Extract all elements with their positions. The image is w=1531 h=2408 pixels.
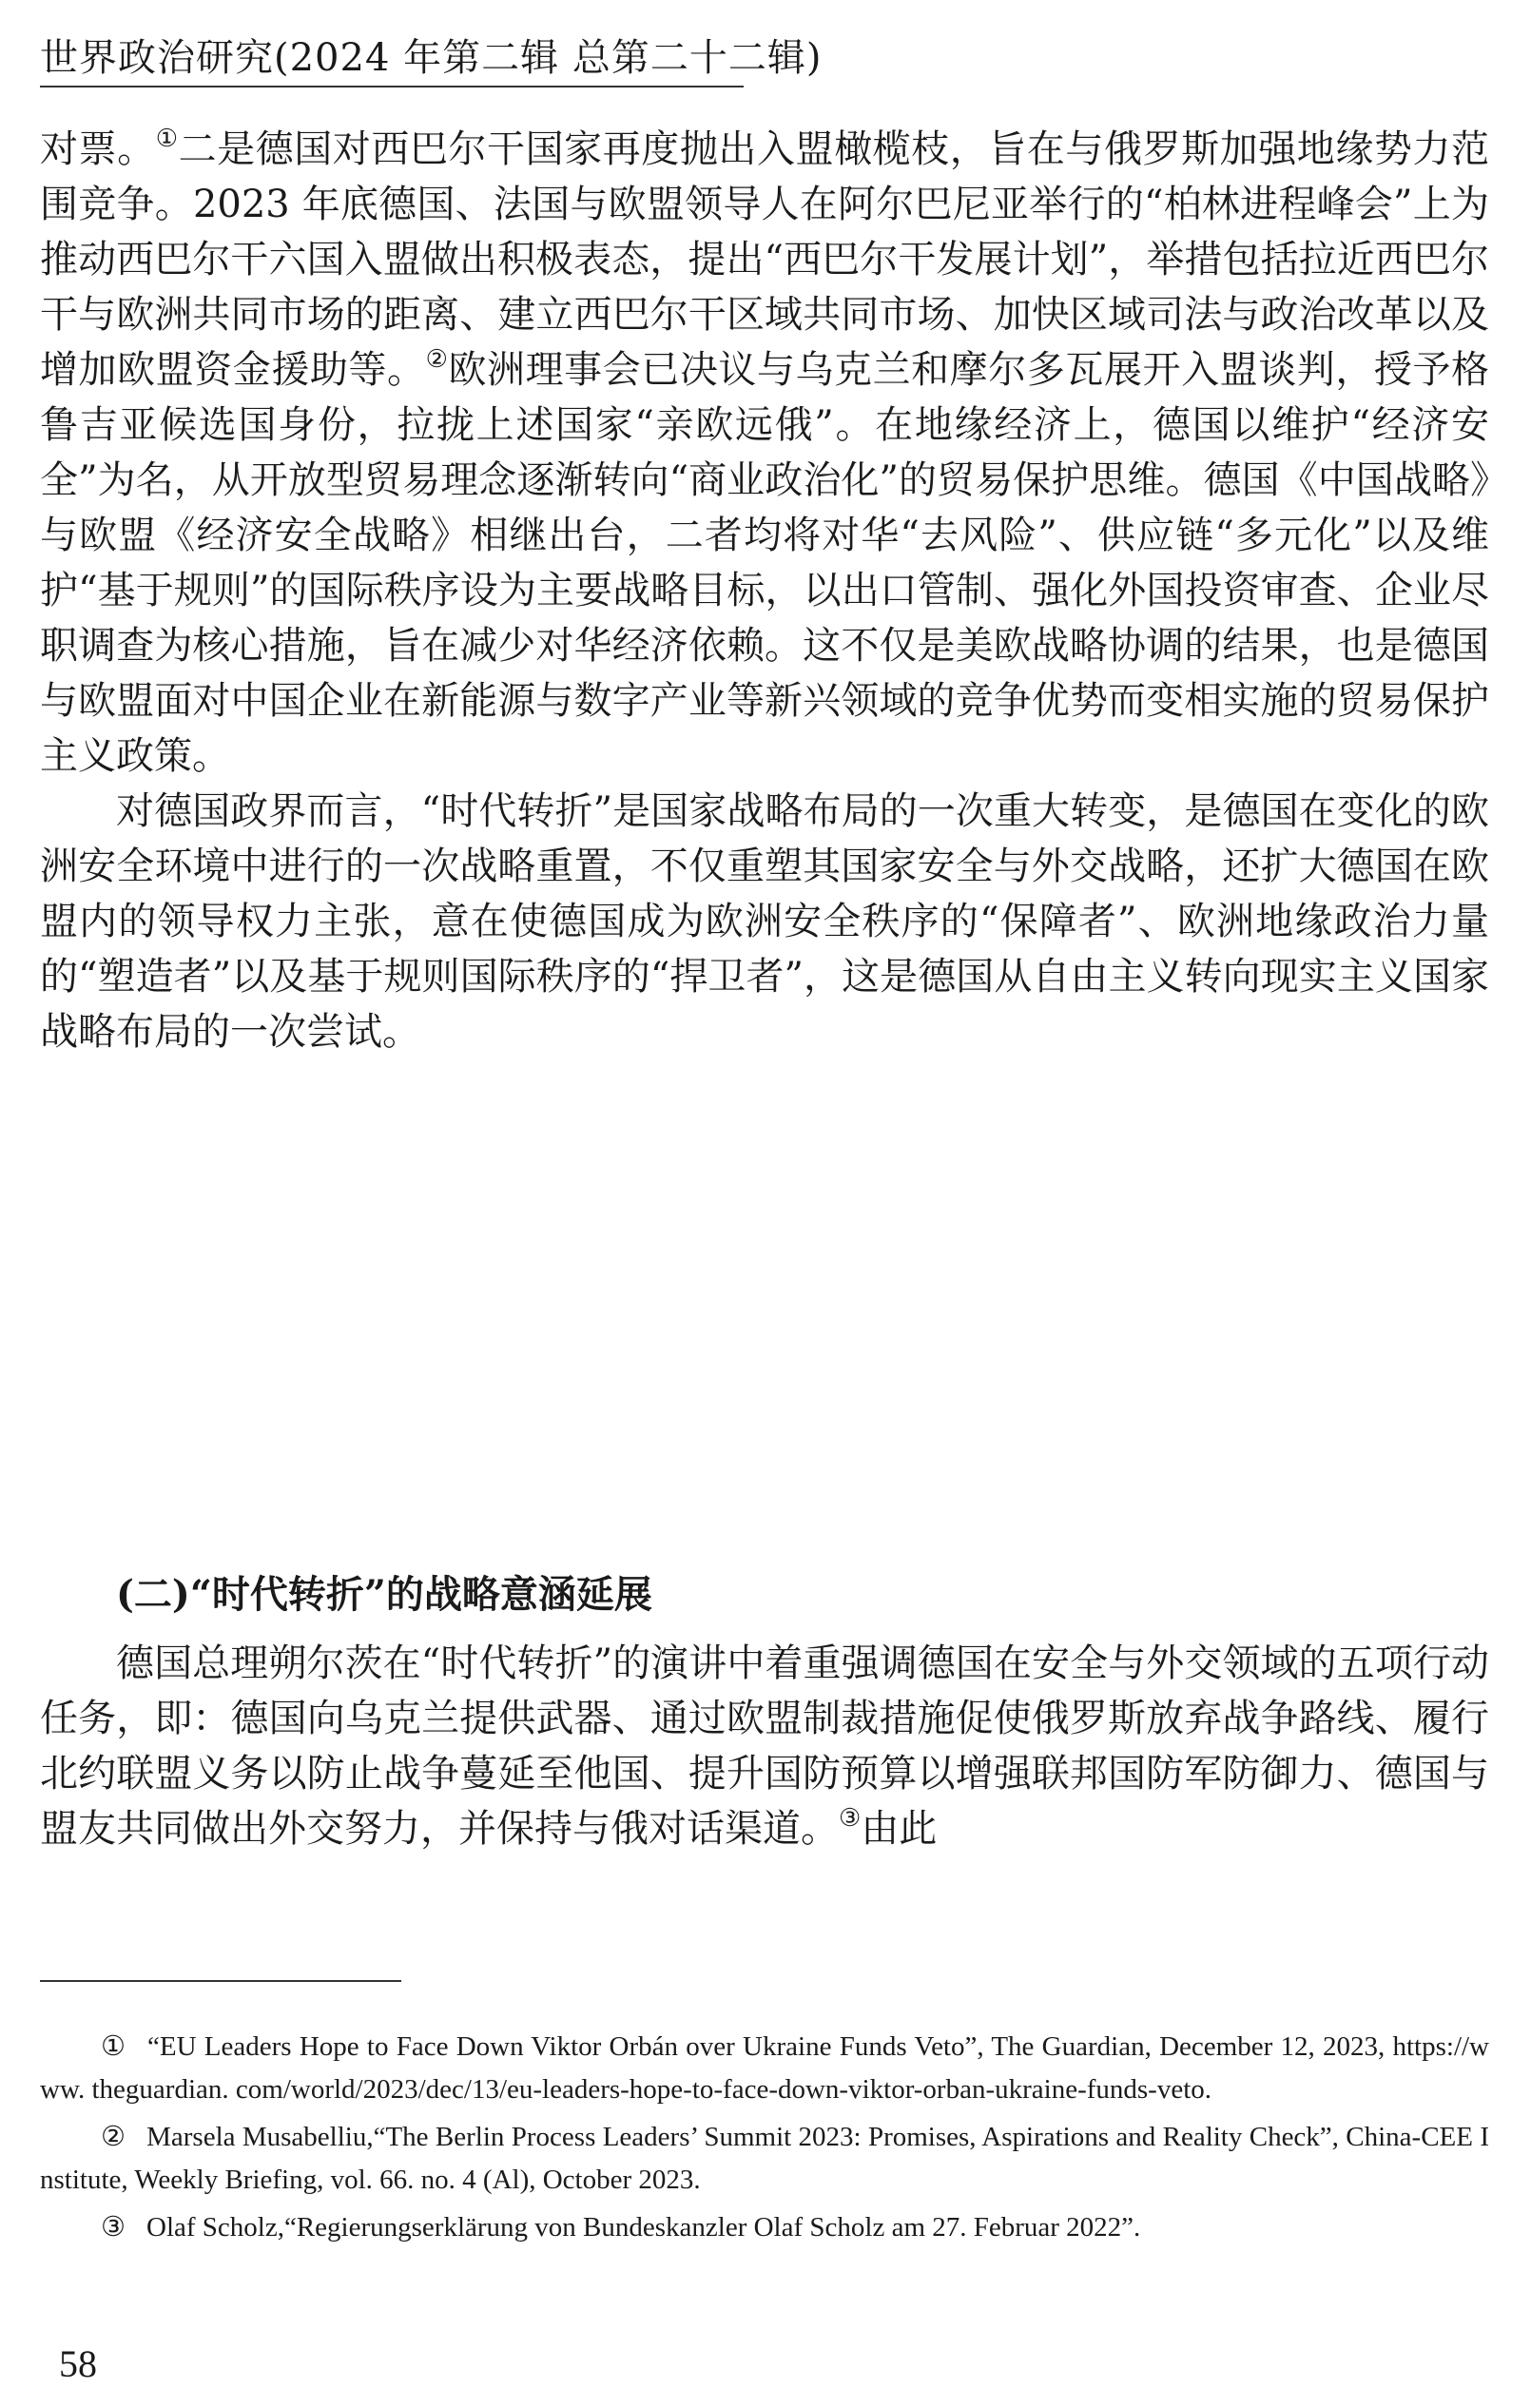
footnote-3-mark: ③ [101,2212,126,2243]
footnote-ref-1[interactable]: ① [155,125,179,153]
section-body [40,1636,1489,1856]
paragraph-3-text: 德国总理朔尔茨在“时代转折”的演讲中着重强调德国在安全与外交领域的五项行动任务，即：德国向乌克兰提供武器、通过欧盟制裁措施促使俄罗斯放弃战争路线、履行北约联盟义务以防止战争蔓延至他国、提升国防预算以增强联邦国防军防御力、德国与盟友共同做出外交努力，并保持与俄对话渠道。 [40,1641,1489,1851]
footnote-3-text: Olaf Scholz,“Regierungserklärung von Bundeskanzler Olaf Scholz am 27. Februar 2022”. [146,2212,1141,2243]
footnote-2-text: Marsela Musabelliu,“The Berlin Process Leaders’ Summit 2023: Promises, Aspirations and Reality Check”, China-CEE Institute, Weekly Briefing, vol. 66. no. 4 (Al), October 2023. [40,2122,1489,2195]
footnote-1 [40,2026,1489,2111]
footnote-2-mark: ② [101,2122,126,2152]
footnote-1-text: “EU Leaders Hope to Face Down Viktor Orbán over Ukraine Funds Veto”, The Guardian, December 12, 2023, https://www. theguardian. com/world/2023/dec/13/eu-leaders-hope-to-face-down-viktor-orban-ukraine-funds-veto. [40,2031,1489,2105]
footnotes [40,2026,1489,2254]
paragraph-1-middle: 二是德国对西巴尔干国家再度抛出入盟橄榄枝，旨在与俄罗斯加强地缘势力范围竞争。2023 年底德国、法国与欧盟领导人在阿尔巴尼亚举行的“柏林进程峰会”上为推动西巴尔干六国入盟做出积极表态，提出“西巴尔干发展计划”，举措包括拉近西巴尔干与欧洲共同市场的距离、建立西巴尔干区域共同市场、加快区域司法与政治改革以及增加欧盟资金援助等。 [40,127,1490,392]
running-header: 世界政治研究(2024 年第二辑 总第二十二辑) [40,36,823,80]
paragraph-1-start: 对票。 [40,127,156,171]
paragraph-3-tail: 由此 [861,1807,938,1851]
paragraph-3 [40,1636,1489,1856]
footnote-2 [40,2116,1489,2202]
paragraph-1-end: 欧洲理事会已决议与乌克兰和摩尔多瓦展开入盟谈判，授予格鲁吉亚候选国身份，拉拢上述国家“亲欧远俄”。在地缘经济上，德国以维护“经济安全”为名，从开放型贸易理念逐渐转向“商业政治化”的贸易保护思维。德国《中国战略》与欧盟《经济安全战略》相继出台，二者均将对华“去风险”、供应链“多元化”以及维护“基于规则”的国际秩序设为主要战略目标，以出口管制、强化外国投资审查、企业尽职调查为核心措施，旨在减少对华经济依赖。这不仅是美欧战略协调的结果，也是德国与欧盟面对中国企业在新能源与数字产业等新兴领域的竞争优势而变相实施的贸易保护主义政策。 [40,348,1490,778]
footnote-rule [40,1980,401,1982]
section-heading: (二)“时代转折”的战略意涵延展 [116,1572,652,1617]
paragraph-1 [40,122,1489,784]
footnote-3 [40,2206,1489,2249]
paragraph-2: 对德国政界而言，“时代转折”是国家战略布局的一次重大转变，是德国在变化的欧洲安全环境中进行的一次战略重置，不仅重塑其国家安全与外交战略，还扩大德国在欧盟内的领导权力主张，意在使德国成为欧洲安全秩序的“保障者”、欧洲地缘政治力量的“塑造者”以及基于规则国际秩序的“捍卫者”，这是德国从自由主义转向现实主义国家战略布局的一次尝试。 [40,789,1489,1054]
footnote-ref-2[interactable]: ② [425,345,449,374]
page-number: 58 [59,2342,97,2385]
footnote-ref-3[interactable]: ③ [839,1804,862,1833]
main-body [40,122,1489,1059]
header-rule [40,86,744,87]
footnote-1-mark: ① [101,2031,127,2062]
